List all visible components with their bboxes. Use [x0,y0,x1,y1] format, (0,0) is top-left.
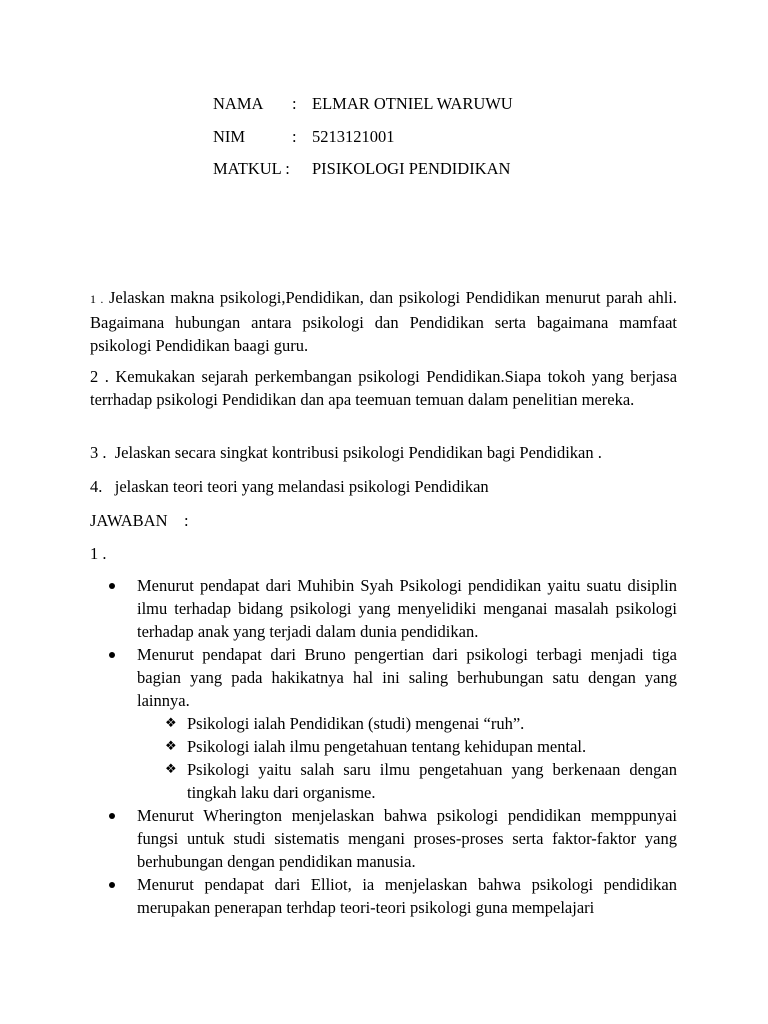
question-number: 4. [90,477,103,496]
question-number: 2 . [90,367,109,386]
name-value: ELMAR OTNIEL WARUWU [312,94,513,113]
question-text: Jelaskan secara singkat kontribusi psikologi Pendidikan bagi Pendidikan . [106,443,602,462]
list-item [100,643,677,804]
list-item [100,804,677,873]
list-item [100,873,677,919]
matkul-colon [292,157,312,190]
sub-list-item-text: Psikologi ialah Pendidikan (studi) mengenai “ruh”. [187,714,525,733]
nim-value: 5213121001 [312,126,395,146]
diamond-star-icon: ❖ [165,762,177,777]
name-colon: : [292,94,297,113]
list-item-text: Menurut pendapat dari Elliot, ia menjelaskan bahwa psikologi pendidikan merupakan penerapan terhdap teori-teori psikologi guna mempelajari [137,875,677,917]
answer-bullet-list [100,574,677,919]
bullet-icon [109,813,115,819]
list-item-text: Menurut pendapat dari Muhibin Syah Psikologi pendidikan yaitu suatu disiplin ilmu terhadap bidang psikologi yang menyelidiki menganai masalah psikologi terhadap anak yang terjadi dalam dunia pendidikan. [137,576,677,641]
question-text: Kemukakan sejarah perkembangan psikologi Pendidikan.Siapa tokoh yang berjasa terrhadap psikologi Pendidikan dan apa teemuan temuan dalam penelitian mereka. [90,367,678,409]
bullet-icon [109,652,115,658]
sub-list-item [165,758,677,804]
sub-bullet-list [165,712,677,804]
bullet-icon [109,583,115,589]
question-1 [90,286,677,357]
name-row [213,92,513,125]
diamond-star-icon: ❖ [165,739,177,754]
nim-label: NIM [213,126,246,146]
sub-list-item [165,735,677,758]
name-label: NAMA [213,94,264,113]
sub-list-item [165,712,677,735]
question-3 [90,441,677,464]
answer-heading: JAWABAN : [90,511,189,530]
question-number: 1 . [90,292,104,306]
nim-colon: : [292,126,297,146]
question-number: 3 . [90,443,107,462]
matkul-label: MATKUL : [213,159,290,178]
question-4 [90,475,677,498]
student-info-header [213,92,513,190]
answer-number: 1 . [90,544,107,563]
nim-row [213,125,513,158]
bullet-icon [109,882,115,888]
question-text: Jelaskan makna psikologi,Pendidikan, dan psikologi Pendidikan menurut parah ahli. Bagaimana hubungan antara psikologi dan Pendidikan serta bagaimana mamfaat psikologi Pendidikan baagi guru. [90,288,678,355]
list-item-text: Menurut pendapat dari Bruno pengertian dari psikologi terbagi menjadi tiga bagian yang pada hakikatnya hal ini saling berhubungan satu dengan yang lainnya. [137,645,677,710]
list-item-text: Menurut Wherington menjelaskan bahwa psikologi pendidikan memppunyai fungsi untuk studi sistematis mengani proses-proses serta faktor-faktor yang berhubungan dengan pendidikan manusia. [137,806,677,871]
matkul-row [213,157,513,190]
sub-list-item-text: Psikologi ialah ilmu pengetahuan tentang kehidupan mental. [187,737,587,756]
sub-list-item-text: Psikologi yaitu salah saru ilmu pengetahuan yang berkenaan dengan tingkah laku dari organisme. [187,760,677,802]
matkul-value: PISIKOLOGI PENDIDIKAN [312,159,511,178]
question-text: jelaskan teori teori yang melandasi psikologi Pendidikan [102,477,489,496]
diamond-star-icon: ❖ [165,716,177,731]
question-2 [90,365,677,411]
list-item [100,574,677,643]
